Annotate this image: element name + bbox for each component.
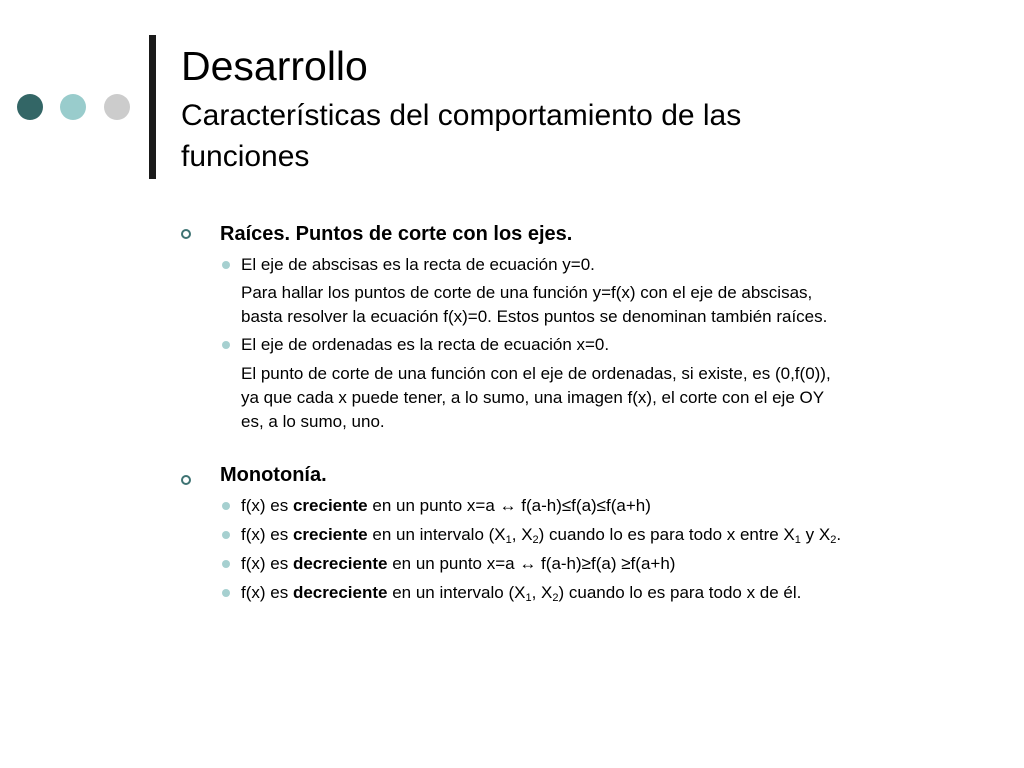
dot-bullet-icon — [222, 341, 230, 349]
roots-paragraph-abscissa — [241, 281, 961, 329]
dot-bullet-icon — [222, 589, 230, 597]
roots-item-ordinate: El eje de ordenadas es la recta de ecuación x=0. — [241, 335, 610, 354]
monotony-item-increasing-interval: f(x) es creciente en un intervalo ($X_1$, $X_2$) cuando lo es para todo x entre $X_1$ y $X_2$. — [241, 525, 842, 546]
monotony-item-decreasing-interval: f(x) es decreciente en un intervalo ($X_1$, $X_2$) cuando lo es para todo x de él. — [241, 583, 802, 604]
paragraph-line: Para hallar los puntos de corte de una función y=f(x) con el eje de abscisas, — [241, 283, 813, 302]
roots-item-abscissa: El eje de abscisas es la recta de ecuación y=0. — [241, 255, 595, 274]
paragraph-line: basta resolver la ecuación f(x)=0. Estos puntos se denominan también raíces. — [241, 307, 828, 326]
monotony-heading: Monotonía. — [220, 464, 327, 486]
dot-bullet-icon — [222, 502, 230, 510]
paragraph-line: El punto de corte de una función con el eje de ordenadas, si existe, es (0,f(0)), — [241, 364, 831, 383]
monotony-item-increasing-point: f(x) es creciente en un punto x=a ↔ f(a-h)≤f(a)≤f(a+h) — [241, 496, 651, 515]
circle-bullet-icon — [181, 229, 191, 239]
monotony-item-decreasing-point: f(x) es decreciente en un punto x=a ↔ f(a-h)≥f(a) ≥f(a+h) — [241, 554, 676, 573]
roots-heading: Raíces. Puntos de corte con los ejes. — [220, 223, 573, 245]
dot-bullet-icon — [222, 261, 230, 269]
dot-bullet-icon — [222, 531, 230, 539]
slide-title: Desarrollo — [181, 43, 368, 89]
circle-bullet-icon — [181, 475, 191, 485]
slide-subtitle: Características del comportamiento de las funciones — [181, 99, 742, 173]
paragraph-line: es, a lo sumo, uno. — [241, 412, 385, 431]
roots-paragraph-ordinate — [241, 362, 961, 434]
dot-bullet-icon — [222, 560, 230, 568]
paragraph-line: ya que cada x puede tener, a lo sumo, una imagen f(x), el corte con el eje OY — [241, 388, 825, 407]
